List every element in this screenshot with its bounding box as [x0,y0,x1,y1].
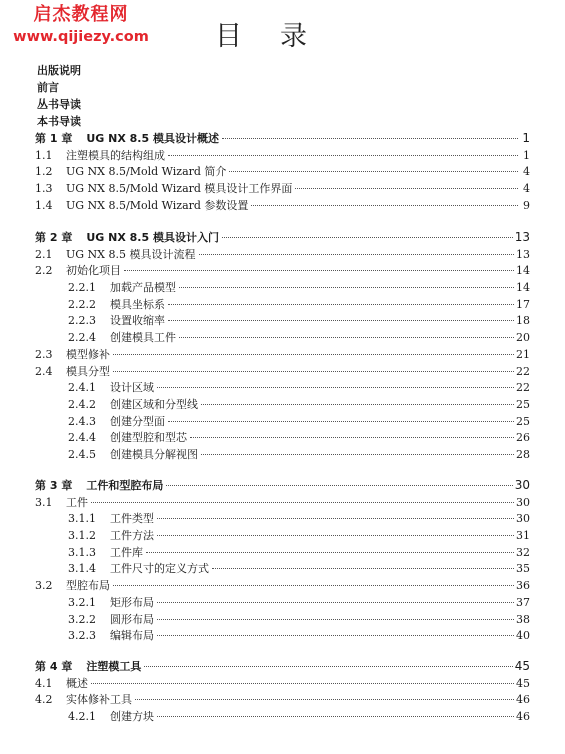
toc-entry-number: 1.3 [35,182,53,196]
toc-leader-dots [157,518,514,519]
watermark [6,6,156,45]
toc-entry-title: 工件和型腔布局 [86,479,164,492]
toc-page-number: 38 [516,612,530,626]
toc-entry-sub [35,329,530,346]
toc-entry-sub [35,708,530,725]
toc-entry-sub [35,429,530,446]
toc-chapter-group [35,477,530,644]
toc-entry-number: 2.2.4 [68,331,96,345]
toc-leader-dots [113,371,514,372]
toc-leader-dots [135,699,514,700]
toc-page-number: 45 [516,676,530,690]
toc-leader-dots [166,485,512,486]
toc-entry-title: 工件 [66,495,88,509]
toc-leader-dots [222,138,518,139]
toc-entry-sub [35,296,530,313]
toc-entry-sub [35,527,530,544]
toc-page-number: 28 [516,447,530,461]
toc-entry-number: 第 3 章 [35,479,73,492]
toc-entry-title: 注塑模具的结构组成 [66,148,165,162]
toc-page-number: 35 [516,562,530,576]
toc-entry-section [35,197,530,214]
toc-entry-number: 3.1.4 [68,562,96,576]
toc-leader-dots [144,666,512,667]
toc-entry-number: 第 4 章 [35,660,73,673]
toc-entry-title: UG NX 8.5 模具设计流程 [66,247,196,261]
front-matter-list [37,62,81,130]
toc-entry-section [35,675,530,692]
toc-entry-section [35,494,530,511]
toc-page-number: 45 [514,659,530,673]
toc-leader-dots [222,237,513,238]
toc-page-number: 4 [523,182,530,196]
toc-leader-dots [201,404,514,405]
toc-entry-section [35,262,530,279]
toc-leader-dots [295,188,518,189]
toc-entry-section [35,246,530,263]
toc-entry-section [35,691,530,708]
toc-entry-title: 设计区域 [110,381,154,395]
toc-entry-chapter [35,658,530,675]
toc-leader-dots [229,171,518,172]
toc-entry-number: 3.2 [35,579,53,593]
toc-entry-title: 工件尺寸的定义方式 [110,562,209,576]
toc-leader-dots [201,454,514,455]
toc-leader-dots [113,585,514,586]
toc-entry-title: 编辑布局 [110,629,154,643]
toc-entry-title: UG NX 8.5/Mold Wizard 简介 [66,165,227,179]
toc-entry-number: 2.4.1 [68,381,96,395]
toc-leader-dots [168,304,514,305]
toc-entry-number: 3.1 [35,495,53,509]
toc-page-number: 9 [523,198,530,212]
toc-leader-dots [179,337,514,338]
toc-leader-dots [157,535,514,536]
toc-entry-title: 概述 [66,676,88,690]
toc-entry-number: 2.4.2 [68,397,96,411]
toc-entry-title: 设置收缩率 [110,314,165,328]
toc-entry-number: 2.2.1 [68,281,96,295]
toc-entry-sub [35,413,530,430]
toc-entry-number: 2.2 [35,264,53,278]
toc-page-number: 17 [516,297,530,311]
toc-entry-section [35,180,530,197]
toc-entry-sub [35,396,530,413]
toc-page-number: 26 [516,431,530,445]
toc-entry-number: 3.2.3 [68,629,96,643]
toc-entry-title: 创建型腔和型芯 [110,431,187,445]
toc-leader-dots [157,602,514,603]
toc-entry-number: 2.4.5 [68,447,96,461]
toc-page-number: 37 [516,595,530,609]
toc-entry-number: 3.2.2 [68,612,96,626]
toc-entry-title: 创建模具工件 [110,331,176,345]
toc-entry-sub [35,510,530,527]
toc-leader-dots [91,502,514,503]
toc-page-number: 13 [516,247,530,261]
front-matter-item: 前言 [37,81,59,94]
page-title: 目录 [215,21,345,52]
toc-entry-title: 创建区域和分型线 [110,397,198,411]
toc-entry-number: 1.2 [35,165,53,179]
toc-page-number: 18 [516,314,530,328]
toc-entry-title: 模具分型 [66,364,110,378]
toc-entry-sub [35,446,530,463]
toc-entry-section [35,346,530,363]
toc-entry-title: 模具坐标系 [110,297,165,311]
toc-entry-sub [35,611,530,628]
toc-entry-section [35,163,530,180]
watermark-url: www.qijiezy.com [13,29,149,45]
toc-entry-number: 3.1.3 [68,545,96,559]
toc-page-number: 30 [516,512,530,526]
toc-entry-number: 4.2 [35,693,53,707]
toc-entry-number: 4.1 [35,676,53,690]
toc-entry-number: 第 1 章 [35,132,73,145]
toc-entry-title: UG NX 8.5/Mold Wizard 参数设置 [66,198,249,212]
toc-page-number: 1 [522,131,530,145]
toc-chapter-group [35,229,530,463]
toc-entry-title: 工件方法 [110,529,154,543]
toc-leader-dots [146,552,514,553]
toc-leader-dots [157,635,514,636]
toc-leader-dots [157,387,514,388]
toc-entry-sub [35,544,530,561]
toc-entry-sub [35,560,530,577]
toc-leader-dots [190,437,514,438]
toc-chapter-group [35,658,530,725]
toc-leader-dots [168,320,514,321]
toc-page-number: 22 [516,364,530,378]
toc-page-number: 25 [516,414,530,428]
toc-entry-title: 创建方块 [110,710,154,724]
toc-entry-sub [35,312,530,329]
toc-leader-dots [199,254,515,255]
toc-entry-number: 1.1 [35,148,53,162]
toc-entry-title: 创建模具分解视图 [110,447,198,461]
toc-entry-title: 创建分型面 [110,414,165,428]
toc-entry-number: 3.2.1 [68,595,96,609]
toc-entry-chapter [35,229,530,246]
toc-page-number: 21 [516,347,530,361]
toc-entry-title: UG NX 8.5/Mold Wizard 模具设计工作界面 [66,182,293,196]
toc-leader-dots [124,270,514,271]
toc-page-number: 1 [523,148,530,162]
toc-leader-dots [157,716,514,717]
toc-entry-title: 型腔布局 [66,579,110,593]
toc-entry-number: 2.4.4 [68,431,96,445]
watermark-site-name: 启杰教程网 [33,4,129,25]
toc-page-number: 32 [516,545,530,559]
toc-entry-section [35,363,530,380]
toc-page-number: 30 [514,478,530,492]
toc-page-number: 30 [516,495,530,509]
front-matter-item: 丛书导读 [37,98,81,111]
toc-entry-sub [35,279,530,296]
toc-entry-title: 初始化项目 [66,264,121,278]
toc-entry-number: 2.2.3 [68,314,96,328]
toc-page-number: 4 [523,165,530,179]
toc-entry-section [35,147,530,164]
toc-page-number: 25 [516,397,530,411]
toc-entry-number: 第 2 章 [35,231,73,244]
toc-page-number: 14 [516,281,530,295]
toc-entry-number: 2.1 [35,247,53,261]
toc-leader-dots [91,683,514,684]
toc-page-number: 31 [516,529,530,543]
toc-entry-chapter [35,477,530,494]
toc-entry-title: 圆形布局 [110,612,154,626]
toc-page-number: 46 [516,693,530,707]
toc-page-number: 40 [516,629,530,643]
toc-page-number: 20 [516,331,530,345]
toc-leader-dots [168,155,518,156]
toc-entry-title: UG NX 8.5 模具设计概述 [86,132,219,145]
toc-leader-dots [157,619,514,620]
toc-entry-sub [35,594,530,611]
toc-entry-number: 2.3 [35,347,53,361]
toc-entry-number: 3.1.2 [68,529,96,543]
toc-leader-dots [113,354,514,355]
toc-entry-number: 2.4.3 [68,414,96,428]
front-matter-item: 出版说明 [37,64,81,77]
toc-entry-section [35,577,530,594]
toc-entry-title: 注塑模工具 [86,660,142,673]
toc-chapter-group [35,130,530,213]
toc-entry-number: 3.1.1 [68,512,96,526]
toc-entry-title: UG NX 8.5 模具设计入门 [86,231,219,244]
toc-entry-number: 2.2.2 [68,297,96,311]
toc-entry-title: 矩形布局 [110,595,154,609]
toc-entry-title: 模型修补 [66,347,110,361]
toc-entry-title: 工件库 [110,545,143,559]
toc-leader-dots [179,287,514,288]
toc-entry-title: 加载产品模型 [110,281,176,295]
toc-page-number: 36 [516,579,530,593]
toc-entry-chapter [35,130,530,147]
toc-page-number: 22 [516,381,530,395]
toc-entry-number: 4.2.1 [68,710,96,724]
toc-leader-dots [168,421,514,422]
toc-entry-title: 实体修补工具 [66,693,132,707]
toc-entry-sub [35,627,530,644]
toc-entry-sub [35,379,530,396]
toc-page-number: 14 [516,264,530,278]
toc-entry-number: 1.4 [35,198,53,212]
toc-leader-dots [251,205,518,206]
toc-page-number: 46 [516,710,530,724]
front-matter-item: 本书导读 [37,115,81,128]
toc-entry-number: 2.4 [35,364,53,378]
toc-entry-title: 工件类型 [110,512,154,526]
toc-page-number: 13 [514,230,530,244]
toc-leader-dots [212,568,514,569]
